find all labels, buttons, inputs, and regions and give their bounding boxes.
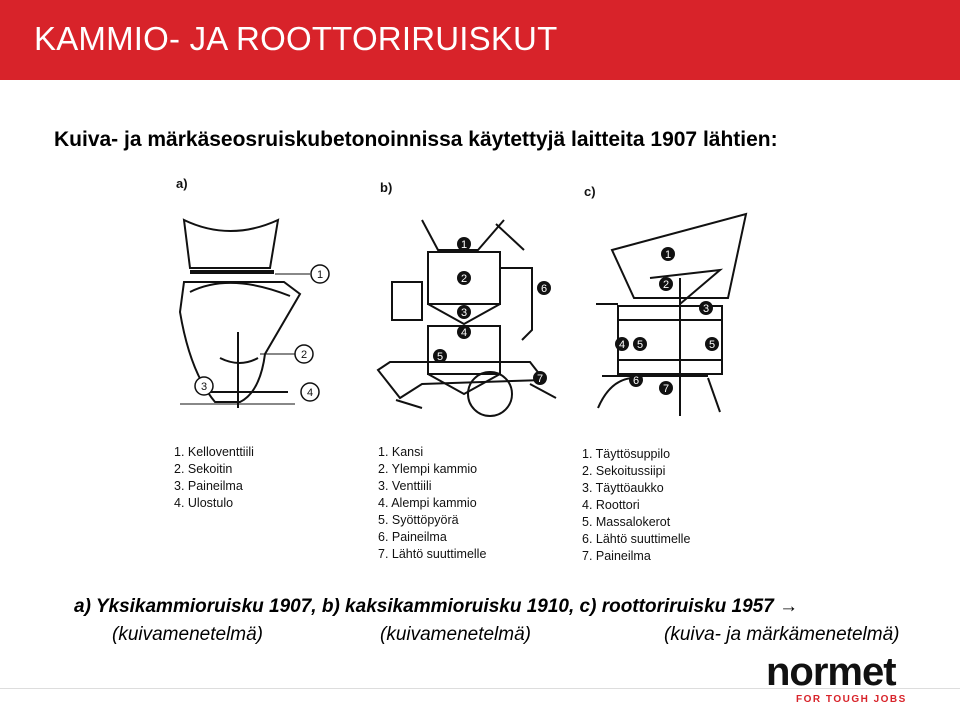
parts-list-a [174, 445, 254, 510]
svg-text:4: 4 [618, 339, 626, 351]
panel-label-a: a) [176, 176, 188, 191]
svg-text:7. Lähtö suuttimelle: 7. Lähtö suuttimelle [378, 547, 487, 561]
figure-caption [74, 596, 798, 618]
svg-text:1. Kelloventtiili: 1. Kelloventtiili [174, 445, 254, 459]
svg-text:2. Sekoitussiipi: 2. Sekoitussiipi [582, 464, 666, 478]
method-label-a: (kuivamenetelmä) [112, 624, 263, 645]
svg-text:6. Lähtö suuttimelle: 6. Lähtö suuttimelle [582, 532, 691, 546]
svg-text:6: 6 [632, 375, 640, 387]
parts-list-b [378, 445, 486, 561]
logo-tagline: FOR TOUGH JOBS [796, 694, 907, 705]
svg-text:2. Sekoitin: 2. Sekoitin [174, 462, 233, 476]
svg-text:5: 5 [636, 339, 644, 351]
arrow-icon: → [779, 596, 799, 617]
svg-text:3: 3 [460, 307, 468, 319]
svg-text:1. Täyttösuppilo: 1. Täyttösuppilo [582, 447, 671, 461]
svg-text:4: 4 [460, 327, 468, 339]
svg-text:2: 2 [460, 273, 468, 285]
svg-text:1: 1 [664, 249, 672, 261]
caption-text: a) Yksikammioruisku 1907, b) kaksikammioruisku 1910, c) roottoriruisku 1957 [74, 596, 774, 617]
panel-label-c: c) [584, 184, 596, 199]
page-title: KAMMIO- JA ROOTTORIRUISKUT [34, 20, 558, 57]
svg-text:1. Kansi: 1. Kansi [378, 445, 424, 459]
parts-list-c [582, 447, 690, 563]
svg-text:3: 3 [702, 303, 710, 315]
subtitle: Kuiva- ja märkäseosruiskubetonoinnissa käytettyjä laitteita 1907 lähtien: [54, 128, 778, 151]
svg-text:1: 1 [316, 269, 324, 281]
logo-wordmark: normet [766, 650, 896, 694]
svg-text:4. Ulostulo: 4. Ulostulo [174, 496, 234, 510]
svg-text:5: 5 [708, 339, 716, 351]
svg-text:3. Täyttöaukko: 3. Täyttöaukko [582, 481, 664, 495]
svg-text:7: 7 [662, 383, 670, 395]
svg-text:3. Paineilma: 3. Paineilma [174, 479, 243, 493]
svg-text:3. Venttiili: 3. Venttiili [378, 479, 432, 493]
svg-text:3: 3 [200, 381, 208, 393]
svg-text:7. Paineilma: 7. Paineilma [582, 549, 651, 563]
method-label-b: (kuivamenetelmä) [380, 624, 531, 645]
title-bar [0, 0, 960, 80]
svg-text:4: 4 [306, 387, 314, 399]
svg-text:2: 2 [662, 279, 670, 291]
svg-text:5. Massalokerot: 5. Massalokerot [582, 515, 671, 529]
svg-text:6. Paineilma: 6. Paineilma [378, 530, 447, 544]
svg-text:1: 1 [460, 239, 468, 251]
method-label-c: (kuiva- ja märkämenetelmä) [664, 624, 900, 645]
svg-text:5. Syöttöpyörä: 5. Syöttöpyörä [378, 513, 459, 527]
svg-text:6: 6 [540, 283, 548, 295]
svg-text:2. Ylempi kammio: 2. Ylempi kammio [378, 462, 478, 476]
svg-text:7: 7 [536, 373, 544, 385]
svg-text:2: 2 [300, 349, 308, 361]
svg-text:5: 5 [436, 351, 444, 363]
svg-text:4. Alempi kammio: 4. Alempi kammio [378, 496, 477, 510]
callouts-a [195, 265, 329, 401]
svg-text:4. Roottori: 4. Roottori [582, 498, 640, 512]
panel-label-b: b) [380, 180, 393, 195]
equipment-diagram [160, 172, 760, 572]
normet-logo [766, 650, 934, 708]
